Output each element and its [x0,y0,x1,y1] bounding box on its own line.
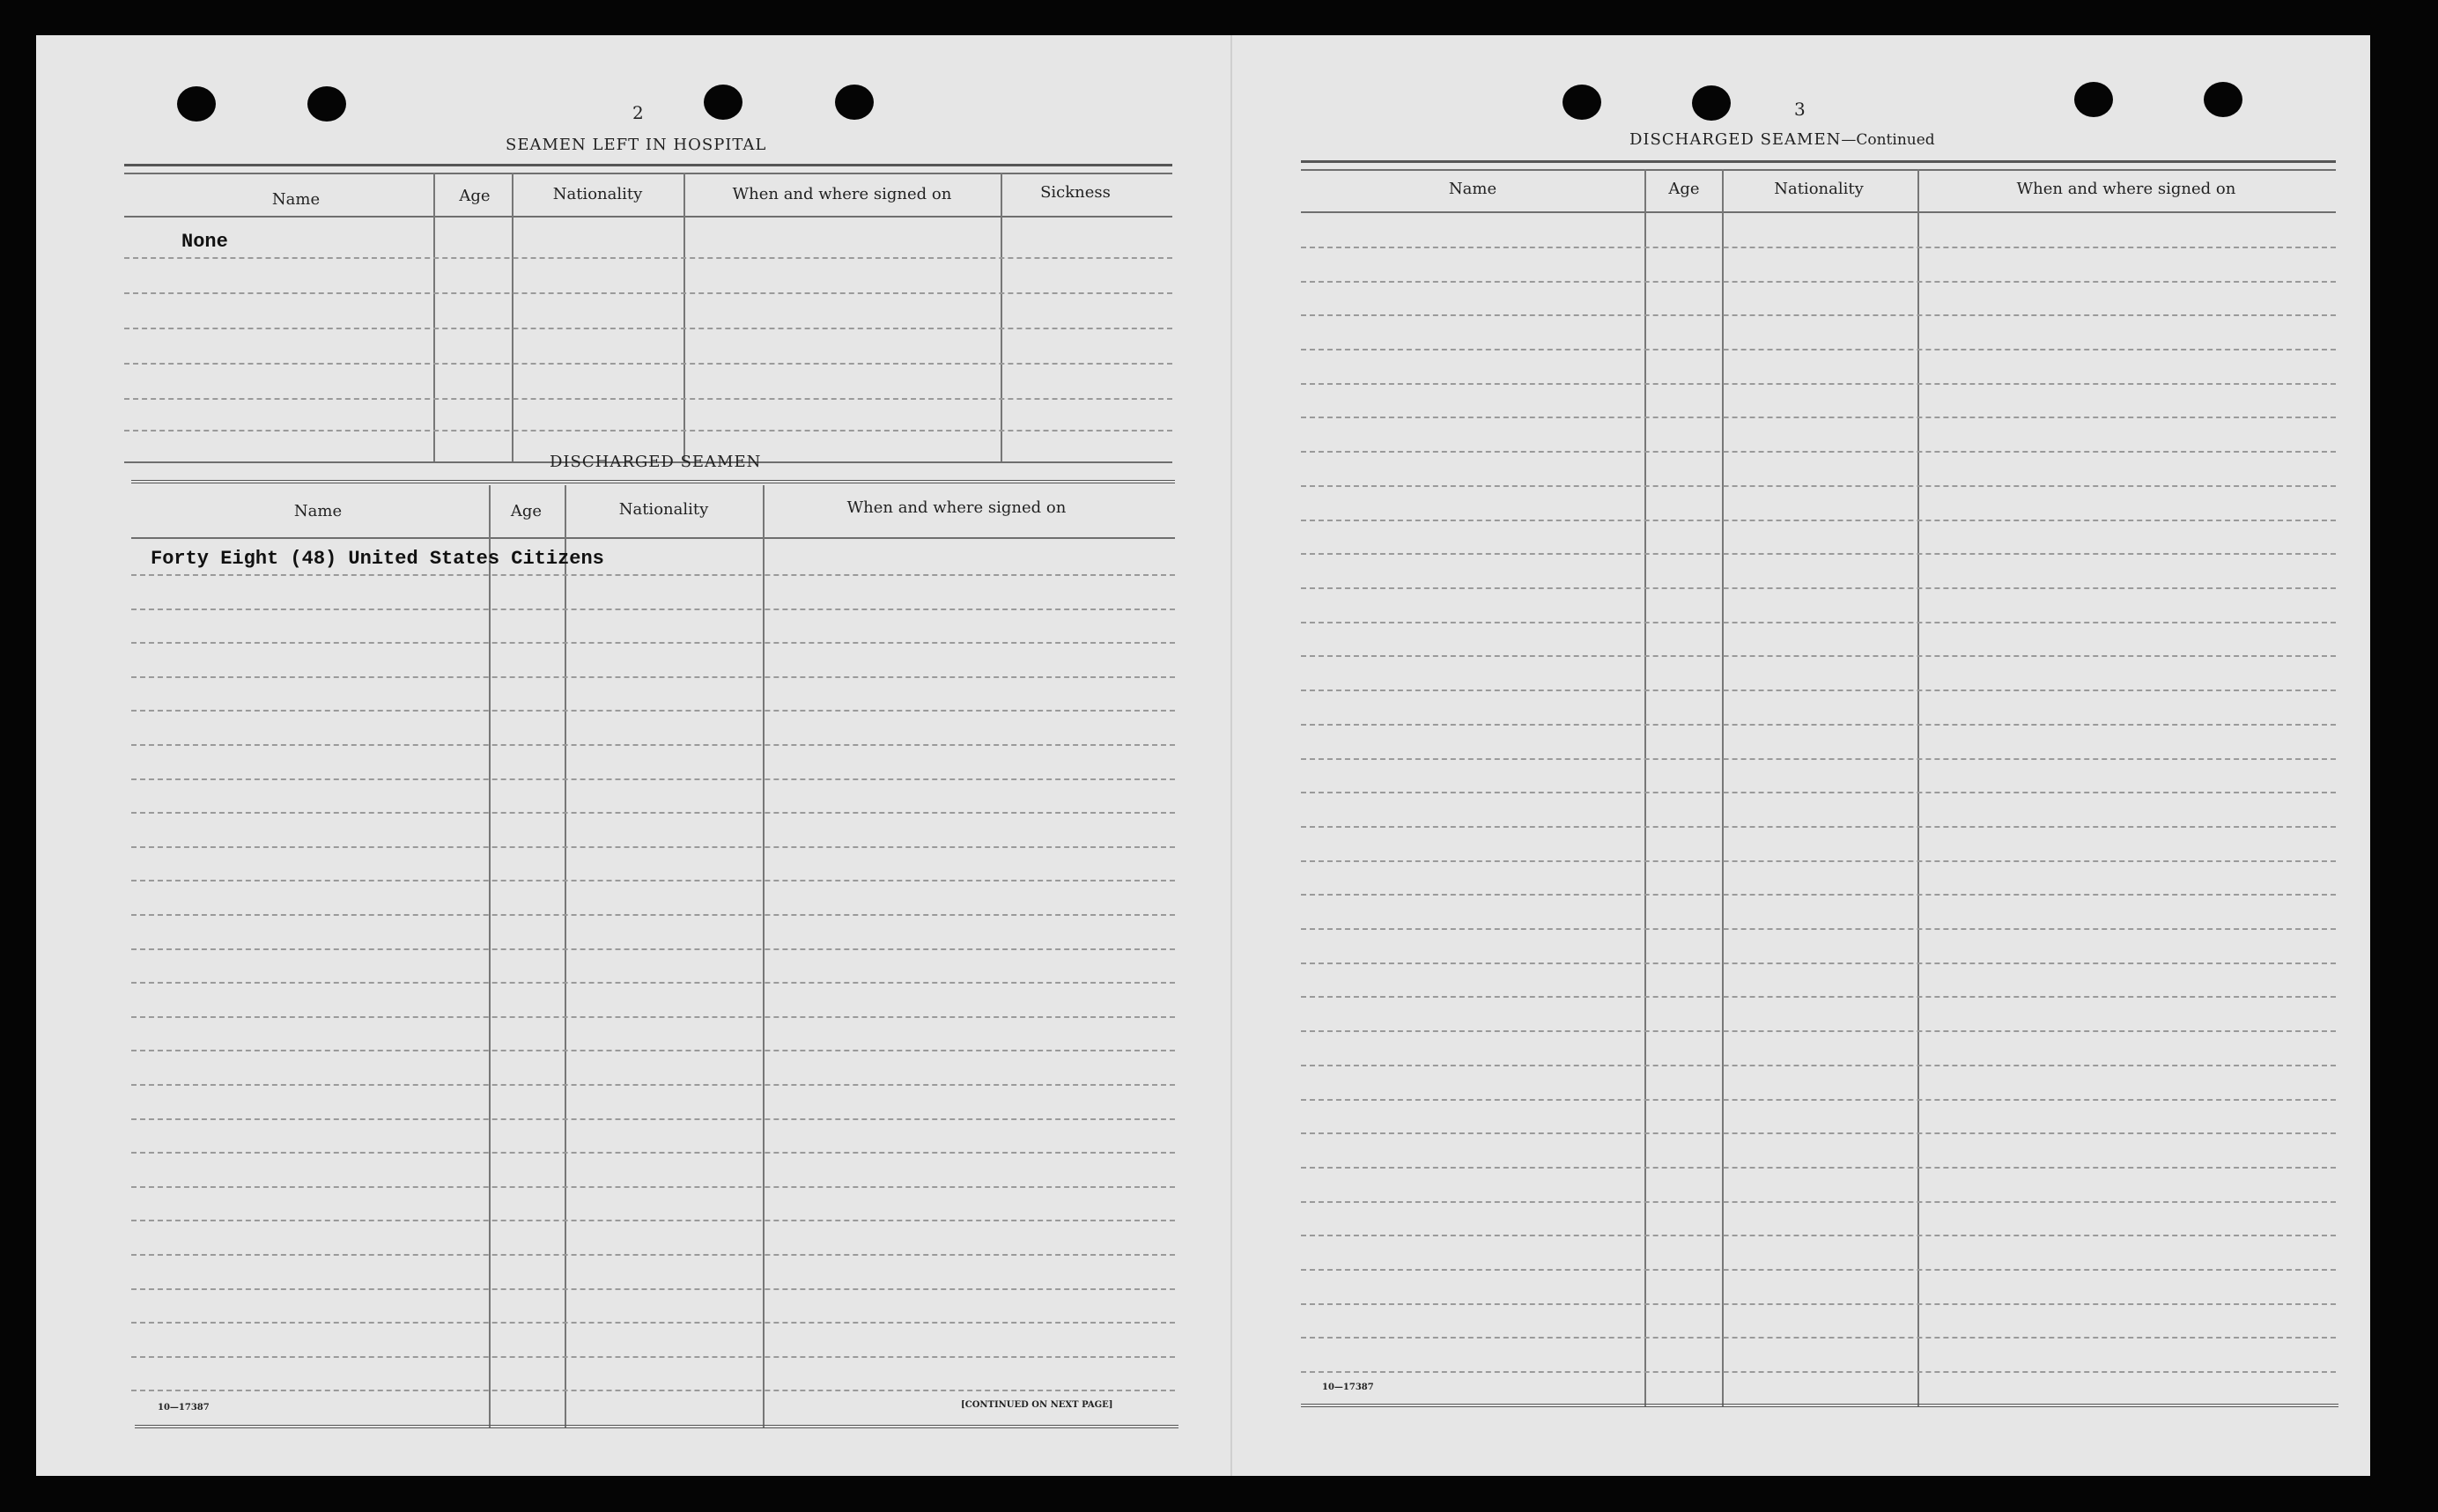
hospital-entry: None [181,231,228,253]
column-divider [1722,169,1724,1406]
row-line [1301,690,2336,691]
col-header-age: Age [459,187,491,205]
row-line [1301,1371,2336,1373]
page-fold [1230,35,1232,1476]
row-line [1301,1099,2336,1101]
punch-hole [177,86,216,122]
punch-hole [1563,85,1601,120]
title-main: DISCHARGED SEAMEN [1629,130,1842,149]
col-header-signed-on: When and where signed on [732,185,952,203]
row-line [1301,894,2336,896]
col-header-nationality: Nationality [618,500,709,519]
row-line [124,398,1172,400]
row-line [1301,1201,2336,1203]
row-line [1301,860,2336,862]
row-line [1301,792,2336,793]
row-line [131,1356,1175,1358]
row-line [124,292,1172,294]
row-line [131,1288,1175,1290]
punch-hole [1692,85,1731,121]
row-line [1301,485,2336,487]
row-line [1301,553,2336,555]
row-line [1301,928,2336,930]
row-line [131,880,1175,881]
discharged-section-title: DISCHARGED SEAMEN [550,453,762,471]
punch-hole [835,85,874,120]
row-line [1301,655,2336,657]
row-line [1301,417,2336,418]
row-line [131,1152,1175,1154]
column-divider [1644,169,1646,1406]
col-header-nationality: Nationality [1774,180,1864,198]
row-line [124,430,1172,431]
row-line [124,257,1172,259]
title-suffix: —Continued [1841,131,1935,149]
page-number: 2 [632,102,644,123]
row-line [131,1118,1175,1120]
row-line [1301,281,2336,283]
row-line [131,778,1175,780]
row-line [131,1220,1175,1221]
row-line [1301,520,2336,521]
punch-hole [2204,82,2242,117]
row-line [124,363,1172,365]
hospital-section-title: SEAMEN LEFT IN HOSPITAL [506,136,767,154]
row-line [1301,1167,2336,1169]
rule [124,216,1172,218]
row-line [1301,1337,2336,1339]
row-line [131,914,1175,916]
discharged-entry: Forty Eight (48) United States Citizens [151,548,604,570]
row-line [131,744,1175,746]
row-line [1301,1269,2336,1271]
rule [1301,1404,2338,1407]
column-divider [433,173,435,463]
row-line [1301,1132,2336,1134]
row-line [131,812,1175,814]
column-divider [1917,169,1919,1406]
row-line [1301,247,2336,248]
punch-hole [2074,82,2113,117]
form-number: 10—17387 [158,1403,210,1412]
document-sheet [36,35,2370,1476]
rule [131,480,1175,483]
rule [1301,169,2336,171]
rule [1301,160,2336,163]
row-line [1301,587,2336,589]
row-line [1301,996,2336,998]
rule [124,164,1172,166]
row-line [131,710,1175,712]
column-divider [763,485,765,1427]
row-line [131,982,1175,984]
discharged-continued-title [1629,130,1935,149]
row-line [131,1050,1175,1051]
rule [135,1425,1178,1428]
col-header-name: Name [293,502,343,520]
rule [124,173,1172,174]
rule [1301,211,2336,213]
col-header-nationality: Nationality [552,185,643,203]
row-line [131,1016,1175,1018]
row-line [1301,724,2336,726]
row-line [1301,963,2336,964]
row-line [1301,383,2336,385]
rule [131,537,1175,539]
col-header-signed-on: When and where signed on [846,498,1067,517]
col-header-name: Name [271,190,321,209]
row-line [1301,1235,2336,1236]
col-header-signed-on: When and where signed on [2016,180,2236,198]
row-line [131,1186,1175,1188]
row-line [131,1084,1175,1086]
row-line [1301,1303,2336,1305]
row-line [1301,622,2336,623]
punch-hole [307,86,346,122]
continued-note: [CONTINUED ON NEXT PAGE] [961,1400,1113,1410]
row-line [131,1390,1175,1391]
column-divider [512,173,513,463]
col-header-name: Name [1448,180,1497,198]
row-line [1301,826,2336,828]
row-line [1301,1030,2336,1032]
row-line [124,328,1172,329]
row-line [131,948,1175,950]
row-line [131,574,1175,576]
column-divider [1001,173,1002,463]
row-line [131,1322,1175,1324]
row-line [1301,314,2336,316]
form-number: 10—17387 [1322,1383,1374,1392]
column-divider [683,173,685,463]
row-line [1301,1065,2336,1066]
row-line [131,608,1175,610]
row-line [1301,758,2336,760]
row-line [131,642,1175,644]
row-line [131,1254,1175,1256]
column-divider [489,485,491,1427]
punch-hole [704,85,742,120]
row-line [131,846,1175,848]
row-line [1301,349,2336,350]
row-line [131,676,1175,678]
col-header-age: Age [510,502,543,520]
col-header-age: Age [1668,180,1700,198]
column-divider [565,485,566,1427]
page-number: 3 [1794,99,1806,120]
col-header-sickness: Sickness [1040,183,1111,202]
row-line [1301,451,2336,453]
